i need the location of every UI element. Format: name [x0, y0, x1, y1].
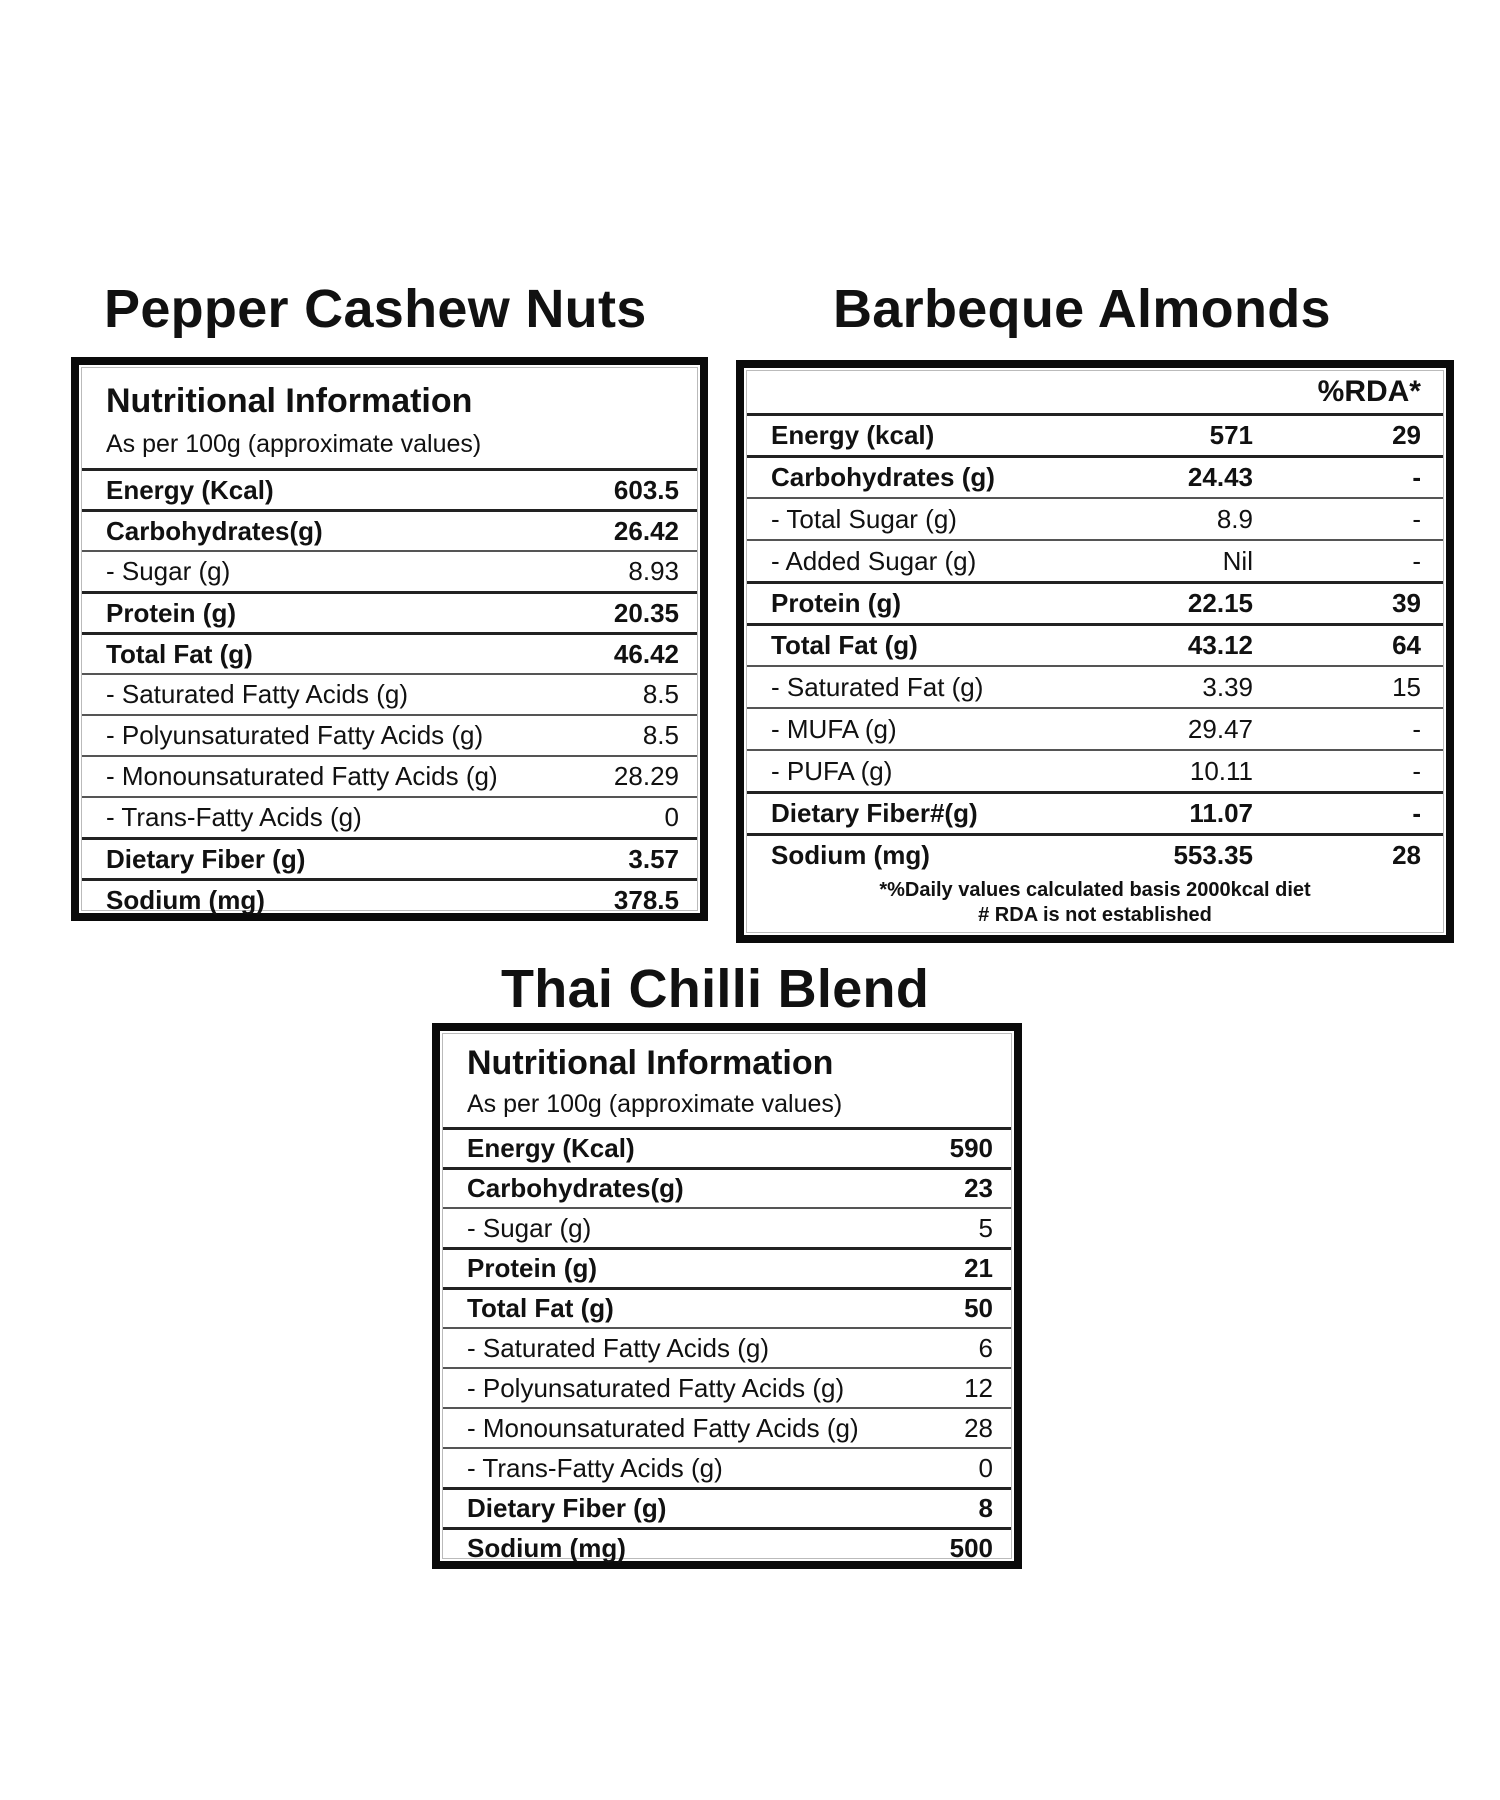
nutrition-row	[82, 632, 697, 673]
rda-column-header: %RDA*	[1317, 375, 1421, 408]
nutrient-value: 20.35	[613, 597, 679, 628]
nutrient-value: 23	[964, 1173, 993, 1203]
nutrition-row	[747, 455, 1443, 497]
nutrient-value: 10.11	[1189, 755, 1253, 786]
nutrient-label: Sodium (mg)	[106, 884, 265, 915]
nutrient-value: 50	[964, 1293, 993, 1323]
nutrient-rda-percent: 15	[1392, 671, 1421, 702]
nutrient-value: 43.12	[1187, 630, 1253, 660]
nutrition-row	[747, 539, 1443, 581]
nutrient-value: 0	[978, 1452, 993, 1483]
nutrient-rda-percent: 28	[1392, 840, 1421, 870]
nutrient-label: - Polyunsaturated Fatty Acids (g)	[467, 1372, 845, 1403]
nutrient-value: 8.5	[642, 720, 679, 750]
nutrient-label: - Saturated Fatty Acids (g)	[467, 1332, 770, 1363]
nutrition-info-title: Nutritional Information	[106, 382, 473, 420]
nutrient-label: Carbohydrates(g)	[106, 515, 323, 546]
nutrition-row	[443, 1287, 1011, 1327]
nutrition-row	[443, 1327, 1011, 1367]
nutrient-label: - Saturated Fatty Acids (g)	[106, 679, 409, 709]
nutrition-rows	[443, 1127, 1011, 1567]
nutrition-row	[747, 707, 1443, 749]
nutrient-label: - Added Sugar (g)	[771, 545, 977, 576]
nutrient-value: 26.42	[613, 515, 679, 546]
nutrition-panel-thai-chilli	[432, 1023, 1022, 1569]
nutrient-value: 500	[949, 1533, 993, 1563]
nutrition-row	[82, 796, 697, 837]
nutrition-row	[443, 1247, 1011, 1287]
nutrient-rda-percent: 39	[1392, 588, 1421, 618]
nutrition-row	[82, 673, 697, 714]
nutrient-value: 8.93	[628, 556, 679, 586]
nutrient-label: Carbohydrates (g)	[771, 462, 995, 492]
nutrient-value: 5	[978, 1212, 993, 1243]
nutrient-label: - Sugar (g)	[106, 556, 231, 586]
nutrient-value: 22.15	[1187, 588, 1253, 618]
nutrition-row	[443, 1167, 1011, 1207]
nutrient-value: 6	[978, 1332, 993, 1363]
nutrient-label: - Sugar (g)	[467, 1212, 592, 1243]
nutrient-value: 0	[664, 802, 679, 832]
nutrition-row	[747, 581, 1443, 623]
nutrient-label: Carbohydrates(g)	[467, 1173, 684, 1203]
nutrient-label: - Trans-Fatty Acids (g)	[106, 802, 362, 832]
nutrient-value: 12	[964, 1372, 993, 1403]
nutrient-rda-percent: -	[1412, 713, 1421, 744]
nutrient-label: Total Fat (g)	[771, 630, 918, 660]
nutrient-rda-percent: 29	[1392, 420, 1421, 450]
nutrition-row	[443, 1447, 1011, 1487]
nutrient-label: - PUFA (g)	[771, 755, 893, 786]
nutrient-value: 590	[949, 1133, 993, 1163]
nutrition-row	[82, 468, 697, 509]
nutrition-info-subtitle: As per 100g (approximate values)	[106, 430, 482, 458]
footnote-rda-not-established: # RDA is not established	[978, 904, 1212, 926]
nutrient-label: - Trans-Fatty Acids (g)	[467, 1452, 723, 1483]
nutrition-row	[747, 833, 1443, 875]
nutrient-value: 46.42	[613, 638, 679, 669]
nutrition-row	[443, 1527, 1011, 1567]
nutrition-rows	[747, 413, 1443, 875]
nutrition-row	[747, 497, 1443, 539]
nutrient-value: 8.9	[1216, 503, 1253, 534]
nutrient-label: - MUFA (g)	[771, 713, 897, 744]
nutrient-label: Energy (Kcal)	[106, 474, 274, 505]
nutrition-row	[82, 509, 697, 550]
nutrient-rda-percent: -	[1412, 503, 1421, 534]
nutrition-row	[82, 755, 697, 796]
nutrition-row	[82, 878, 697, 919]
nutrient-label: - Total Sugar (g)	[771, 503, 957, 534]
nutrition-row	[443, 1207, 1011, 1247]
nutrient-value: 28.29	[613, 761, 679, 791]
nutrient-label: Sodium (mg)	[771, 840, 930, 870]
nutrient-value: 603.5	[613, 474, 679, 505]
nutrient-value: 21	[964, 1253, 993, 1283]
nutrient-label: Dietary Fiber#(g)	[771, 798, 978, 828]
nutrition-row	[82, 591, 697, 632]
nutrient-value: 28	[964, 1412, 993, 1443]
nutrition-info-title: Nutritional Information	[467, 1044, 834, 1082]
nutrient-value: Nil	[1222, 545, 1253, 576]
nutrient-value: 571	[1209, 420, 1253, 450]
nutrition-panel-pepper-cashew	[71, 357, 708, 921]
nutrient-label: - Monounsaturated Fatty Acids (g)	[106, 761, 498, 791]
nutrient-value: 24.43	[1187, 462, 1253, 492]
nutrient-label: Total Fat (g)	[106, 638, 253, 669]
nutrition-rows	[82, 468, 697, 919]
nutrition-row	[82, 714, 697, 755]
nutrition-row	[443, 1487, 1011, 1527]
nutrient-label: Protein (g)	[106, 597, 236, 628]
nutrient-value: 29.47	[1187, 713, 1253, 744]
nutrition-row	[747, 413, 1443, 455]
nutrition-row	[443, 1367, 1011, 1407]
nutrient-label: - Saturated Fat (g)	[771, 671, 984, 702]
nutrient-label: Energy (Kcal)	[467, 1133, 635, 1163]
product-title-thai-chilli: Thai Chilli Blend	[501, 959, 930, 1019]
nutrient-label: Sodium (mg)	[467, 1533, 626, 1563]
product-title-barbeque-almonds: Barbeque Almonds	[833, 279, 1331, 339]
nutrient-label: Energy (kcal)	[771, 420, 935, 450]
nutrient-value: 11.07	[1189, 798, 1253, 828]
nutrition-row	[82, 837, 697, 878]
nutrient-rda-percent: -	[1412, 798, 1421, 828]
nutrient-value: 378.5	[613, 884, 679, 915]
nutrient-value: 3.39	[1202, 671, 1253, 702]
footnote-daily-values: *%Daily values calculated basis 2000kcal diet	[879, 879, 1311, 901]
nutrient-value: 8.5	[642, 679, 679, 709]
nutrient-rda-percent: -	[1412, 755, 1421, 786]
nutrient-label: Protein (g)	[771, 588, 901, 618]
product-title-pepper-cashew: Pepper Cashew Nuts	[104, 279, 647, 339]
nutrient-label: Total Fat (g)	[467, 1293, 614, 1323]
nutrition-row	[443, 1407, 1011, 1447]
nutrient-label: - Monounsaturated Fatty Acids (g)	[467, 1412, 859, 1443]
nutrient-value: 8	[978, 1493, 993, 1523]
nutrient-label: - Polyunsaturated Fatty Acids (g)	[106, 720, 484, 750]
nutrient-value: 553.35	[1173, 840, 1253, 870]
nutrition-info-subtitle: As per 100g (approximate values)	[467, 1090, 843, 1118]
nutrient-label: Protein (g)	[467, 1253, 597, 1283]
nutrition-row	[747, 791, 1443, 833]
nutrient-label: Dietary Fiber (g)	[106, 843, 306, 874]
nutrition-row	[747, 665, 1443, 707]
nutrient-rda-percent: 64	[1392, 630, 1421, 660]
nutrition-row	[82, 550, 697, 591]
nutrient-rda-percent: -	[1412, 545, 1421, 576]
nutrient-value: 3.57	[628, 843, 679, 874]
nutrient-label: Dietary Fiber (g)	[467, 1493, 667, 1523]
nutrition-panel-barbeque-almonds	[736, 360, 1454, 943]
nutrition-row	[747, 749, 1443, 791]
nutrition-row	[747, 623, 1443, 665]
nutrient-rda-percent: -	[1412, 462, 1421, 492]
nutrition-row	[443, 1127, 1011, 1167]
